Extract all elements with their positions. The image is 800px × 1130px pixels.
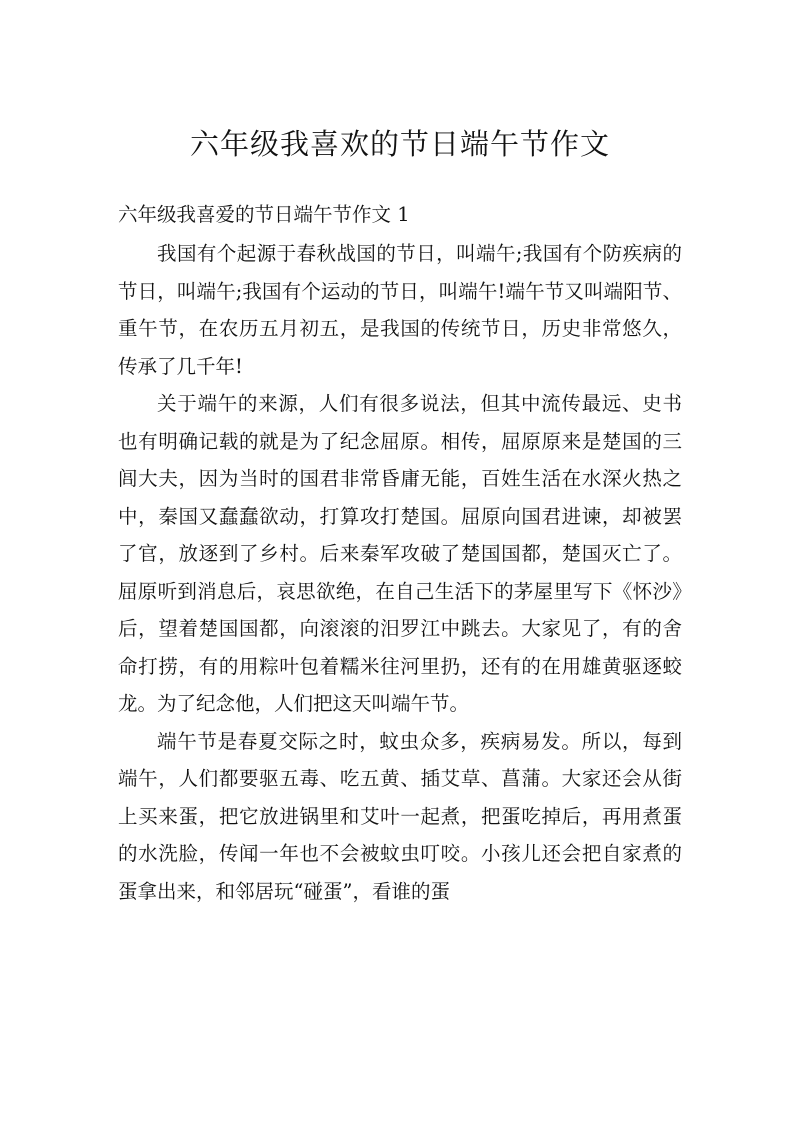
paragraph: 端午节是春夏交际之时，蚊虫众多，疾病易发。所以，每到端午，人们都要驱五毒、吃五黄、插艾草、菖蒲。大家还会从街上买来蛋，把它放进锅里和艾叶一起煮，把蛋吃掉后，再用煮蛋的水洗脸，传闻一年也不会被蚊虫叮咬。小孩儿还会把自家煮的蛋拿出来，和邻居玩“碰蛋”，看谁的蛋	[118, 729, 682, 903]
document-title: 六年级我喜欢的节日端午节作文	[189, 127, 610, 161]
section-heading: 六年级我喜爱的节日端午节作文 1	[118, 203, 410, 226]
paragraph: 关于端午的来源，人们有很多说法，但其中流传最远、史书也有明确记载的就是为了纪念屈原。相传，屈原原来是楚国的三闾大夫，因为当时的国君非常昏庸无能，百姓生活在水深火热之中，秦国又蠢蠢欲动，打算攻打楚国。屈原向国君进谏，却被罢了官，放逐到了乡村。后来秦军攻破了楚国国都，楚国灭亡了。屈原听到消息后，哀思欲绝，在自己生活下的茅屋里写下《怀沙》后，望着楚国国都，向滚滚的汨罗江中跳去。大家见了，有的舍命打捞，有的用粽叶包着糯米往河里扔，还有的在用雄黄驱逐蛟龙。为了纪念他，人们把这天叫端午节。	[118, 392, 682, 715]
paragraph: 我国有个起源于春秋战国的节日，叫端午;我国有个防疾病的节日，叫端午;我国有个运动的节日，叫端午!端午节又叫端阳节、重午节，在农历五月初五，是我国的传统节日，历史非常悠久，传承了几千年!	[118, 242, 682, 378]
body-text	[118, 235, 682, 910]
